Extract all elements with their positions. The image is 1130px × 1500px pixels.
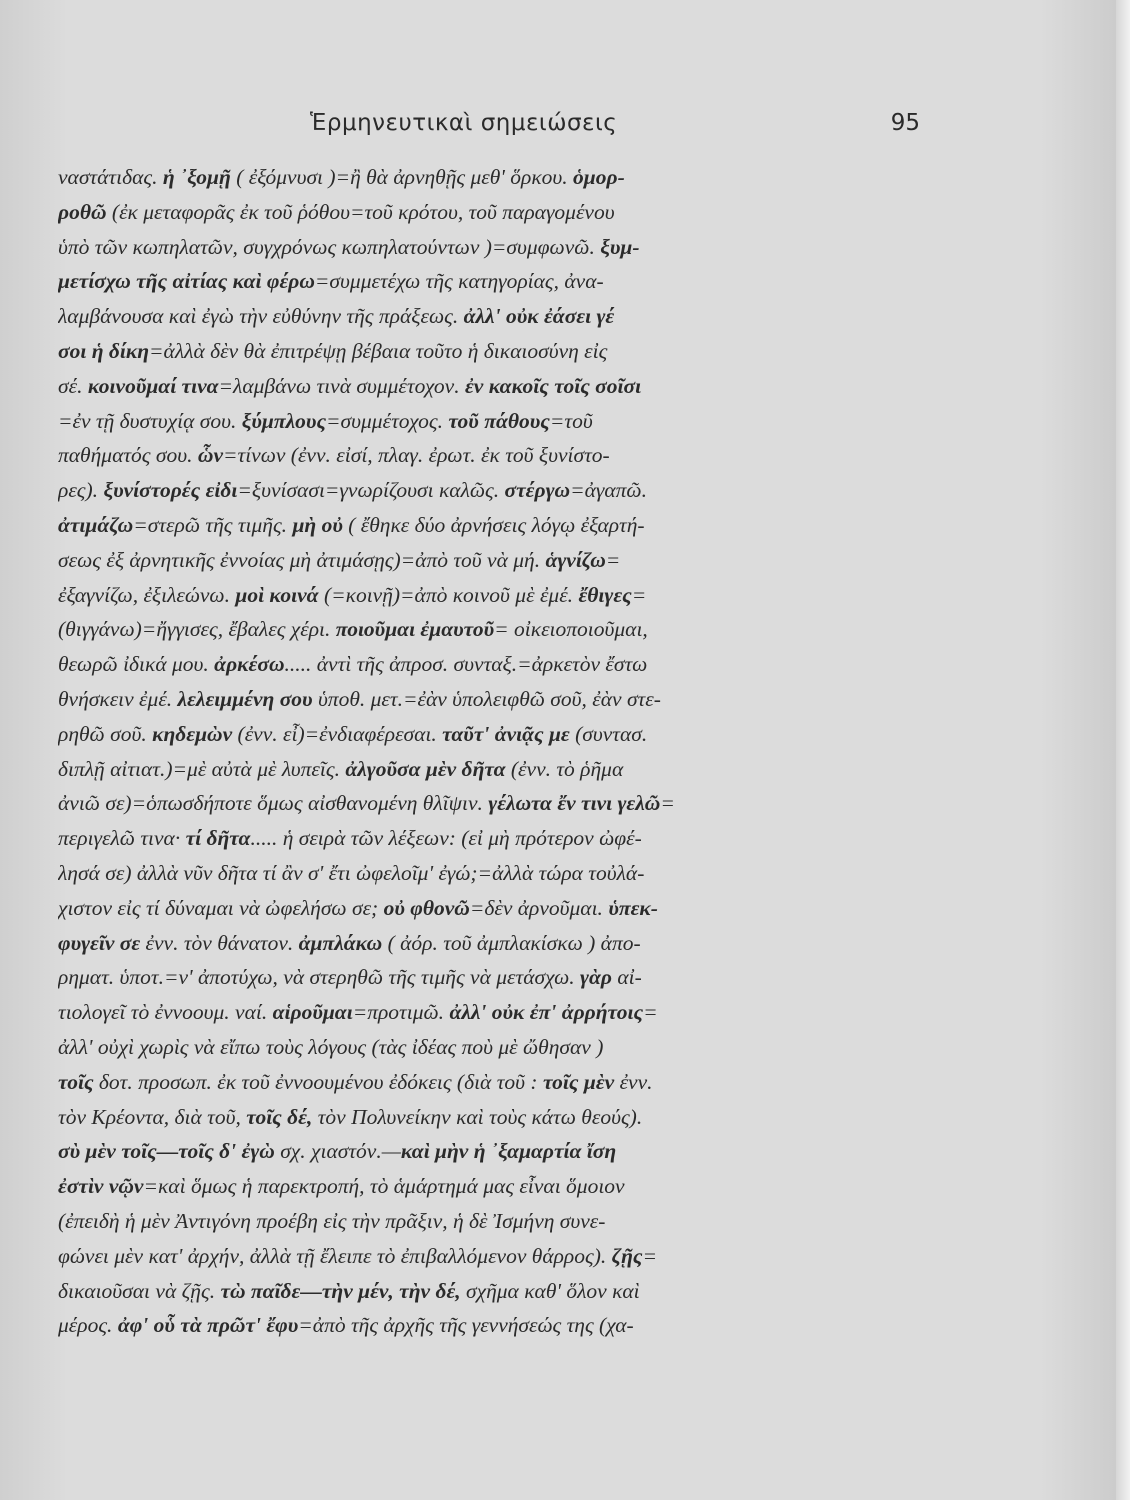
lemma-term: μετίσχω τῆς αἰτίας καὶ φέρω: [58, 269, 315, 294]
lemma-term: ὑπεκ-: [608, 895, 658, 920]
gloss-text: σχ. χιαστόν.—: [274, 1139, 401, 1164]
text-line: [58, 543, 944, 578]
gloss-text: αἰ-: [611, 965, 642, 990]
lemma-term: ὁμορ-: [573, 165, 625, 189]
lemma-term: τοῖς δέ,: [246, 1104, 313, 1129]
lemma-term: ἐστὶν νῷν: [58, 1174, 144, 1199]
lemma-term: ἀλλ' οὐκ ἐάσει γέ: [463, 304, 615, 329]
gloss-text: =λαμβάνω τινὰ συμμέτοχον.: [218, 373, 465, 398]
text-line: [58, 960, 944, 995]
lemma-term: τοῦ πάθους: [448, 408, 550, 433]
lemma-term: ποιοῦμαι ἐμαυτοῦ: [335, 617, 495, 642]
gloss-text: =συμμέτοχος.: [326, 408, 449, 433]
text-line: [58, 926, 944, 961]
gloss-text: σχῆμα καθ' ὅλον καὶ: [460, 1278, 640, 1303]
text-line: [58, 404, 944, 439]
gloss-text: τιολογεῖ τὸ ἐννοουμ. ναί.: [58, 1000, 273, 1025]
gloss-text: ρηματ. ὑποτ.=ν' ἀποτύχω, νὰ στερηθῶ τῆς τιμῆς νὰ μετάσχω.: [58, 965, 581, 990]
gloss-text: τὸν Πολυνείκην καὶ τοὺς κάτω θεούς).: [312, 1104, 643, 1129]
text-line: [58, 1169, 944, 1204]
text-line: [58, 438, 944, 473]
text-line: [58, 1274, 944, 1309]
gloss-text: δοτ. προσωπ. ἐκ τοῦ ἐννοουμένου ἐδόκεις (διὰ τοῦ :: [93, 1069, 543, 1094]
text-line: [58, 1134, 944, 1169]
gloss-text: =στερῶ τῆς τιμῆς.: [133, 512, 293, 537]
lemma-term: σοι ἡ δίκη: [58, 338, 150, 363]
gloss-text: χιστον εἰς τί δύναμαι νὰ ὠφελήσω σε;: [58, 895, 384, 920]
gloss-text: ρηθῶ σοῦ.: [58, 721, 153, 746]
gloss-text: =τίνων (ἐνν. εἰσί, πλαγ. ἐρωτ. ἐκ τοῦ ξυνίστο-: [222, 443, 610, 468]
lemma-term: ἀρκέσω: [214, 652, 285, 677]
gloss-text: φώνει μὲν κατ' ἀρχήν, ἀλλὰ τῇ ἔλειπε τὸ ἐπιβαλλόμενον θάρρος).: [58, 1243, 612, 1268]
gloss-text: =: [660, 791, 675, 816]
text-line: [58, 891, 944, 926]
text-line: [58, 682, 944, 717]
gloss-text: =καὶ ὅμως ἡ παρεκτροπή, τὸ ἁμάρτημά μας εἶναι ὅμοιον: [143, 1174, 625, 1199]
text-line: [58, 1030, 944, 1065]
gloss-text: ὑποθ. μετ.=ἐὰν ὑπολειφθῶ σοῦ, ἐὰν στε-: [312, 686, 661, 711]
lemma-term: γὰρ: [580, 965, 612, 990]
gloss-text: ἐνν.: [614, 1069, 653, 1094]
gloss-text: =: [643, 1000, 658, 1025]
lemma-term: σὺ μὲν τοῖς—τοῖς δ' ἐγὼ: [58, 1139, 275, 1164]
page-number: 95: [890, 110, 920, 136]
lemma-term: ξυνίστορές εἰδι: [103, 478, 238, 503]
lemma-term: τὼ παῖδε—τὴν μέν, τὴν δέ,: [220, 1278, 461, 1303]
lemma-term: ἔθιγες: [578, 582, 632, 607]
lemma-term: καὶ μὴν ἡ ᾿ξαμαρτία ἴση: [400, 1139, 617, 1164]
gloss-text: (ἐκ μεταφορᾶς ἐκ τοῦ ῥόθου=τοῦ κρότου, τοῦ παραγομένου: [106, 199, 615, 224]
text-line: [58, 160, 944, 195]
gloss-text: λαμβάνουσα καὶ ἐγὼ τὴν εὐθύνην τῆς πράξεως.: [58, 304, 464, 329]
lemma-term: ἀφ' οὗ τὰ πρῶτ' ἔφυ: [117, 1313, 299, 1338]
gloss-text: (θιγγάνω)=ἤγγισες, ἔβαλες χέρι.: [58, 617, 336, 642]
lemma-term: οὐ φθονῶ: [383, 895, 470, 920]
gloss-text: =προτιμῶ.: [352, 1000, 450, 1025]
lemma-term: ὧν: [197, 443, 223, 468]
gloss-text: λησά σε) ἀλλὰ νῦν δῆτα τί ἂν σ' ἔτι ὠφελοῖμ' ἐγώ;=ἀλλὰ τώρα τοὐλά-: [58, 860, 645, 885]
gloss-text: =: [605, 547, 621, 572]
gloss-text: =: [631, 582, 647, 607]
gloss-text: =ἐν τῇ δυστυχίᾳ σου.: [58, 408, 242, 433]
gloss-text: ἐξαγνίζω, ἐξιλεώνω.: [58, 582, 236, 607]
lemma-term: τοῖς μὲν: [542, 1069, 615, 1094]
text-line: [58, 508, 944, 543]
lemma-term: ἀτιμάζω: [58, 512, 134, 537]
lemma-term: ροθῶ: [58, 199, 107, 224]
lemma-term: μὴ οὐ: [292, 512, 343, 537]
gloss-text: =δὲν ἀρνοῦμαι.: [469, 895, 609, 920]
lemma-term: στέργω: [504, 478, 571, 503]
commentary-text: [58, 160, 944, 1343]
text-line: [58, 1065, 944, 1100]
gloss-text: ρες).: [58, 478, 104, 503]
gloss-text: =ξυνίσασι=γνωρίζουσι καλῶς.: [237, 478, 505, 503]
gloss-text: ..... ἡ σειρὰ τῶν λέξεων: (εἰ μὴ πρότερον ὠφέ-: [250, 826, 642, 851]
gloss-text: ἐνν. τὸν θάνατον.: [140, 930, 299, 955]
text-line: [58, 1204, 944, 1239]
gloss-text: =ἀλλὰ δὲν θὰ ἐπιτρέψῃ βέβαια τοῦτο ἡ δικαιοσύνη εἰς: [149, 338, 608, 363]
text-line: [58, 334, 944, 369]
text-line: [58, 612, 944, 647]
text-line: [58, 230, 944, 265]
text-line: [58, 1100, 944, 1135]
gloss-text: θνήσκειν ἐμέ.: [58, 686, 178, 711]
gloss-text: ἀλλ' οὐχὶ χωρὶς νὰ εἴπω τοὺς λόγους (τὰς ἰδέας ποὺ μὲ ὤθησαν ): [58, 1034, 604, 1059]
gloss-text: ὑπὸ τῶν κωπηλατῶν, συγχρόνως κωπηλατούντων )=συμφωνῶ.: [58, 234, 601, 259]
text-line: [58, 856, 944, 891]
gloss-text: μέρος.: [58, 1313, 118, 1338]
gloss-text: δικαιοῦσαι νὰ ζῇς.: [58, 1278, 221, 1303]
gloss-text: ..... ἀντὶ τῆς ἀπροσ. συνταξ.=ἀρκετὸν ἔστω: [284, 652, 648, 677]
lemma-term: ἡ ᾿ξομῇ: [162, 165, 231, 189]
lemma-term: λελειμμένη σου: [177, 686, 313, 711]
gloss-text: ( ἐξόμνυσι )=ἢ θὰ ἀρνηθῇς μεθ' ὅρκου.: [230, 165, 574, 189]
text-line: [58, 786, 944, 821]
lemma-term: τί δῆτα: [185, 826, 251, 851]
text-line: [58, 264, 944, 299]
text-line: [58, 473, 944, 508]
gloss-text: τὸν Κρέοντα, διὰ τοῦ,: [58, 1104, 247, 1129]
gloss-text: =τοῦ: [549, 408, 593, 433]
gloss-text: ( ἀόρ. τοῦ ἀμπλακίσκω ) ἀπο-: [382, 930, 641, 955]
page-edge: [1116, 0, 1130, 1500]
gloss-text: παθήματός σου.: [58, 443, 198, 468]
text-line: [58, 1308, 944, 1343]
lemma-term: ζῇς: [611, 1243, 643, 1268]
text-line: [58, 195, 944, 230]
lemma-term: κηδεμὼν: [152, 721, 233, 746]
gloss-text: ( ἔθηκε δύο ἀρνήσεις λόγῳ ἐξαρτή-: [342, 512, 645, 537]
text-line: [58, 647, 944, 682]
gloss-text: =ἀπὸ τῆς ἀρχῆς τῆς γεννήσεώς της (χα-: [298, 1313, 634, 1338]
gloss-text: (ἐνν. τὸ ῥῆμα: [505, 756, 624, 781]
gloss-text: σεως ἐξ ἀρνητικῆς ἐννοίας μὴ ἀτιμάσῃς)=ἀπὸ τοῦ νὰ μή.: [58, 547, 546, 572]
lemma-term: μοὶ κοινά: [235, 582, 319, 607]
gloss-text: ἀνιῶ σε)=ὁπωσδήποτε ὅμως αἰσθανομένη θλῖψιν.: [58, 791, 489, 816]
text-line: [58, 995, 944, 1030]
gloss-text: θεωρῶ ἰδικά μου.: [58, 652, 215, 677]
lemma-term: κοινοῦμαί τινα: [87, 373, 219, 398]
lemma-term: ἀλγοῦσα μὲν δῆτα: [345, 756, 506, 781]
lemma-term: ἀλλ' οὐκ ἐπ' ἀρρήτοις: [449, 1000, 644, 1025]
gloss-text: ναστάτιδας.: [58, 165, 163, 189]
text-line: [58, 1239, 944, 1274]
lemma-term: ἁγνίζω: [545, 547, 606, 572]
text-line: [58, 821, 944, 856]
gloss-text: σέ.: [58, 373, 88, 398]
lemma-term: τοῖς: [58, 1069, 94, 1094]
lemma-term: ξύμπλους: [241, 408, 327, 433]
gloss-text: (ἐνν. εἶ)=ἐνδιαφέρεσαι.: [232, 721, 443, 746]
lemma-term: ἐν κακοῖς τοῖς σοῖσι: [464, 373, 642, 398]
lemma-term: αἱροῦμαι: [272, 1000, 353, 1025]
lemma-term: ἀμπλάκω: [298, 930, 383, 955]
text-line: [58, 578, 944, 613]
gloss-text: (συντασ.: [569, 721, 648, 746]
lemma-term: γέλωτα ἔν τινι γελῶ: [488, 791, 661, 816]
lemma-term: ξυμ-: [600, 234, 640, 259]
text-line: [58, 299, 944, 334]
gloss-text: = οἰκειοποιοῦμαι,: [494, 617, 648, 642]
text-line: [58, 369, 944, 404]
page-header: [60, 110, 920, 150]
gloss-text: (=κοινῇ)=ἀπὸ κοινοῦ μὲ ἐμέ.: [318, 582, 579, 607]
running-title: Ἑρμηνευτικαὶ σημειώσεις: [310, 110, 618, 136]
gloss-text: =: [642, 1243, 658, 1268]
gloss-text: διπλῇ αἰτιατ.)=μὲ αὐτὰ μὲ λυπεῖς.: [58, 756, 346, 781]
gloss-text: (ἐπειδὴ ἡ μὲν Ἀντιγόνη προέβη εἰς τὴν πρᾶξιν, ἡ δὲ Ἰσμήνη συνε-: [58, 1208, 606, 1233]
text-line: [58, 752, 944, 787]
text-line: [58, 717, 944, 752]
gloss-text: =ἀγαπῶ.: [570, 478, 647, 503]
gloss-text: περιγελῶ τινα·: [58, 826, 186, 851]
lemma-term: ταῦτ' ἀνιᾷς με: [442, 721, 570, 746]
gloss-text: =συμμετέχω τῆς κατηγορίας, ἀνα-: [314, 269, 604, 294]
lemma-term: φυγεῖν σε: [58, 930, 141, 955]
